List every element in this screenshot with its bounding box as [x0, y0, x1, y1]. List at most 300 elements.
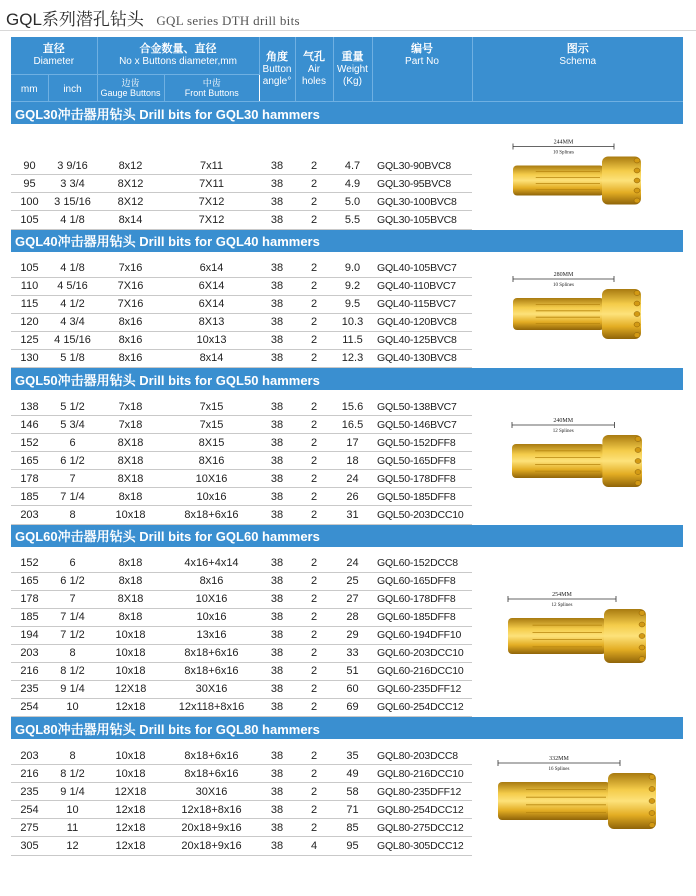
- cell-gauge: 10x18: [97, 765, 164, 783]
- cell-part: GQL40-115BVC7: [372, 295, 472, 313]
- cell-angle: 38: [259, 313, 295, 331]
- header-angle-en: Button angle°: [262, 63, 292, 87]
- carbide-button: [649, 799, 655, 804]
- carbide-button: [634, 188, 640, 193]
- section-spacer: [11, 390, 683, 398]
- cell-front: 6X14: [164, 295, 259, 313]
- cell-front: 8x18+6x16: [164, 765, 259, 783]
- cell-weight: 33: [333, 644, 372, 662]
- cell-air: 2: [295, 313, 333, 331]
- cell-air: 2: [295, 295, 333, 313]
- cell-front: 10X16: [164, 590, 259, 608]
- carbide-button: [635, 448, 641, 453]
- bit-shank: [498, 782, 610, 820]
- section-header: [11, 102, 683, 125]
- cell-part: GQL50-178DFF8: [372, 470, 472, 488]
- cell-inch: 5 3/4: [48, 416, 97, 434]
- cell-part: GQL40-130BVC8: [372, 349, 472, 367]
- cell-mm: 185: [11, 608, 48, 626]
- cell-inch: 6: [48, 434, 97, 452]
- carbide-button: [649, 775, 655, 780]
- cell-part: GQL60-185DFF8: [372, 608, 472, 626]
- cell-gauge: 8X12: [97, 175, 164, 193]
- cell-weight: 51: [333, 662, 372, 680]
- cell-inch: 8: [48, 506, 97, 524]
- cell-angle: 38: [259, 590, 295, 608]
- cell-inch: 9 1/4: [48, 783, 97, 801]
- cell-weight: 24: [333, 470, 372, 488]
- section-header: [11, 524, 683, 547]
- cell-angle: 38: [259, 434, 295, 452]
- cell-mm: 275: [11, 819, 48, 837]
- cell-gauge: 8x12: [97, 157, 164, 175]
- cell-air: 2: [295, 590, 333, 608]
- cell-front: 7X12: [164, 211, 259, 229]
- header-gauge-cn: 边齿: [121, 78, 140, 88]
- cell-mm: 105: [11, 260, 48, 278]
- cell-weight: 5.5: [333, 211, 372, 229]
- cell-part: GQL50-185DFF8: [372, 488, 472, 506]
- cell-mm: 138: [11, 398, 48, 416]
- dimension-label: 244MM: [553, 139, 573, 146]
- cell-inch: 4 5/16: [48, 277, 97, 295]
- cell-angle: 38: [259, 260, 295, 278]
- cell-inch: 4 3/4: [48, 313, 97, 331]
- section-spacer: [11, 547, 683, 555]
- header-buttons: [97, 37, 259, 75]
- cell-part: GQL50-203DCC10: [372, 506, 472, 524]
- title-divider: [0, 30, 696, 31]
- cell-inch: 7 1/4: [48, 488, 97, 506]
- section-title: GQL40冲击器用钻头 Drill bits for GQL40 hammers: [11, 229, 683, 252]
- cell-weight: 29: [333, 626, 372, 644]
- cell-mm: 105: [11, 211, 48, 229]
- section-title: GQL30冲击器用钻头 Drill bits for GQL30 hammers: [11, 102, 683, 125]
- carbide-button: [649, 787, 655, 792]
- cell-air: 2: [295, 416, 333, 434]
- cell-gauge: 8x16: [97, 313, 164, 331]
- header-part: [372, 37, 472, 102]
- schema-cell: [472, 252, 683, 368]
- cell-weight: 18: [333, 452, 372, 470]
- cell-front: 8X15: [164, 434, 259, 452]
- cell-weight: 11.5: [333, 331, 372, 349]
- cell-part: GQL50-152DFF8: [372, 434, 472, 452]
- cell-mm: 235: [11, 783, 48, 801]
- cell-air: 2: [295, 608, 333, 626]
- cell-part: GQL80-275DCC12: [372, 819, 472, 837]
- cell-gauge: 8X18: [97, 590, 164, 608]
- cell-front: 8X13: [164, 313, 259, 331]
- cell-gauge: 8X12: [97, 193, 164, 211]
- splines-label: 12 Splines: [551, 602, 572, 608]
- header-front-cn: 中齿: [202, 78, 221, 88]
- splines-label: 10 Splines: [552, 282, 574, 288]
- header-buttons-cn: 合金数量、直径: [139, 43, 217, 55]
- cell-inch: 6 1/2: [48, 572, 97, 590]
- cell-front: 7x11: [164, 157, 259, 175]
- cell-inch: 3 15/16: [48, 193, 97, 211]
- cell-air: 4: [295, 837, 333, 855]
- cell-gauge: 8x18: [97, 572, 164, 590]
- cell-mm: 130: [11, 349, 48, 367]
- cell-part: GQL80-216DCC10: [372, 765, 472, 783]
- cell-front: 10x13: [164, 331, 259, 349]
- cell-weight: 16.5: [333, 416, 372, 434]
- drill-bit-drawing: [478, 547, 678, 717]
- carbide-button: [634, 311, 640, 316]
- cell-weight: 4.7: [333, 157, 372, 175]
- splines-label: 10 Splines: [552, 150, 574, 156]
- cell-mm: 203: [11, 644, 48, 662]
- cell-air: 2: [295, 398, 333, 416]
- bit-shank: [512, 444, 604, 478]
- cell-weight: 27: [333, 590, 372, 608]
- carbide-button: [634, 301, 640, 306]
- section-title: GQL60冲击器用钻头 Drill bits for GQL60 hammers: [11, 524, 683, 547]
- cell-front: 8x14: [164, 349, 259, 367]
- cell-mm: 165: [11, 572, 48, 590]
- cell-part: GQL30-95BVC8: [372, 175, 472, 193]
- cell-part: GQL40-110BVC7: [372, 277, 472, 295]
- cell-front: 10X16: [164, 470, 259, 488]
- cell-front: 12x118+8x16: [164, 698, 259, 716]
- carbide-button: [639, 622, 645, 627]
- cell-air: 2: [295, 349, 333, 367]
- cell-gauge: 10x18: [97, 747, 164, 765]
- cell-inch: 8: [48, 644, 97, 662]
- section-header: [11, 717, 683, 740]
- cell-front: 10x16: [164, 488, 259, 506]
- cell-air: 2: [295, 662, 333, 680]
- cell-front: 8x18+6x16: [164, 506, 259, 524]
- cell-mm: 203: [11, 747, 48, 765]
- cell-mm: 100: [11, 193, 48, 211]
- drill-bit-drawing: [478, 252, 678, 368]
- cell-mm: 194: [11, 626, 48, 644]
- cell-mm: 152: [11, 555, 48, 573]
- cell-gauge: 12X18: [97, 783, 164, 801]
- cell-part: GQL50-146BVC7: [372, 416, 472, 434]
- cell-weight: 9.0: [333, 260, 372, 278]
- cell-weight: 71: [333, 801, 372, 819]
- cell-gauge: 8X18: [97, 452, 164, 470]
- cell-weight: 15.6: [333, 398, 372, 416]
- cell-part: GQL80-203DCC8: [372, 747, 472, 765]
- cell-angle: 38: [259, 331, 295, 349]
- cell-front: 8x18+6x16: [164, 747, 259, 765]
- page-title: [6, 5, 300, 29]
- cell-weight: 17: [333, 434, 372, 452]
- cell-air: 2: [295, 175, 333, 193]
- dimension-label: 254MM: [551, 591, 572, 598]
- cell-air: 2: [295, 193, 333, 211]
- cell-weight: 5.0: [333, 193, 372, 211]
- carbide-button: [639, 610, 645, 615]
- cell-part: GQL80-235DFF12: [372, 783, 472, 801]
- cell-angle: 38: [259, 175, 295, 193]
- cell-gauge: 7x16: [97, 260, 164, 278]
- spec-table: [11, 37, 683, 856]
- cell-inch: 6: [48, 555, 97, 573]
- cell-air: 2: [295, 801, 333, 819]
- cell-gauge: 7x18: [97, 416, 164, 434]
- cell-part: GQL80-305DCC12: [372, 837, 472, 855]
- cell-gauge: 8x14: [97, 211, 164, 229]
- cell-front: 4x16+4x14: [164, 555, 259, 573]
- cell-part: GQL50-138BVC7: [372, 398, 472, 416]
- cell-mm: 178: [11, 470, 48, 488]
- section-spacer: [11, 252, 683, 260]
- cell-air: 2: [295, 572, 333, 590]
- cell-gauge: 7x18: [97, 398, 164, 416]
- cell-air: 2: [295, 506, 333, 524]
- cell-inch: 5 1/8: [48, 349, 97, 367]
- carbide-button: [634, 178, 640, 183]
- header-inch: [48, 75, 97, 102]
- cell-gauge: 10x18: [97, 506, 164, 524]
- cell-angle: 38: [259, 157, 295, 175]
- cell-inch: 8 1/2: [48, 765, 97, 783]
- cell-air: 2: [295, 331, 333, 349]
- cell-mm: 120: [11, 313, 48, 331]
- cell-mm: 178: [11, 590, 48, 608]
- cell-weight: 95: [333, 837, 372, 855]
- bit-shank: [513, 166, 604, 196]
- cell-air: 2: [295, 698, 333, 716]
- header-inch-label: inch: [63, 84, 82, 95]
- dimension-label: 332MM: [548, 756, 569, 762]
- cell-front: 7x15: [164, 398, 259, 416]
- cell-angle: 38: [259, 801, 295, 819]
- cell-angle: 38: [259, 644, 295, 662]
- cell-air: 2: [295, 747, 333, 765]
- cell-mm: 216: [11, 765, 48, 783]
- header-row: [11, 37, 683, 75]
- cell-front: 6x14: [164, 260, 259, 278]
- cell-inch: 9 1/4: [48, 680, 97, 698]
- cell-air: 2: [295, 626, 333, 644]
- header-schema-cn: 图示: [566, 43, 589, 55]
- cell-air: 2: [295, 765, 333, 783]
- cell-front: 20x18+9x16: [164, 837, 259, 855]
- cell-inch: 12: [48, 837, 97, 855]
- cell-mm: 203: [11, 506, 48, 524]
- cell-part: GQL30-105BVC8: [372, 211, 472, 229]
- cell-angle: 38: [259, 555, 295, 573]
- cell-angle: 38: [259, 572, 295, 590]
- cell-front: 30X16: [164, 680, 259, 698]
- cell-angle: 38: [259, 626, 295, 644]
- cell-front: 10x16: [164, 608, 259, 626]
- header-diameter-en: Diameter: [33, 56, 75, 67]
- section-title: GQL80冲击器用钻头 Drill bits for GQL80 hammers: [11, 717, 683, 740]
- cell-angle: 38: [259, 765, 295, 783]
- cell-mm: 125: [11, 331, 48, 349]
- cell-front: 8x18+6x16: [164, 662, 259, 680]
- cell-angle: 38: [259, 819, 295, 837]
- cell-inch: 7: [48, 470, 97, 488]
- cell-part: GQL40-120BVC8: [372, 313, 472, 331]
- cell-inch: 7 1/4: [48, 608, 97, 626]
- cell-air: 2: [295, 783, 333, 801]
- cell-weight: 26: [333, 488, 372, 506]
- cell-inch: 11: [48, 819, 97, 837]
- title-en: GQL series DTH drill bits: [156, 13, 300, 28]
- cell-front: 20x18+9x16: [164, 819, 259, 837]
- cell-air: 2: [295, 277, 333, 295]
- header-weight-en: Weight (Kg): [337, 63, 368, 87]
- cell-mm: 110: [11, 277, 48, 295]
- cell-air: 2: [295, 680, 333, 698]
- cell-front: 12x18+8x16: [164, 801, 259, 819]
- cell-angle: 38: [259, 747, 295, 765]
- cell-weight: 28: [333, 608, 372, 626]
- header-mm: [11, 75, 48, 102]
- cell-inch: 8 1/2: [48, 662, 97, 680]
- cell-gauge: 12x18: [97, 801, 164, 819]
- cell-air: 2: [295, 819, 333, 837]
- cell-part: GQL60-216DCC10: [372, 662, 472, 680]
- cell-part: GQL40-125BVC8: [372, 331, 472, 349]
- carbide-button: [635, 437, 641, 442]
- cell-weight: 49: [333, 765, 372, 783]
- cell-gauge: 10x18: [97, 644, 164, 662]
- carbide-button: [634, 168, 640, 173]
- carbide-button: [634, 198, 640, 203]
- cell-front: 8x16: [164, 572, 259, 590]
- cell-front: 7X11: [164, 175, 259, 193]
- cell-weight: 31: [333, 506, 372, 524]
- cell-front: 6X14: [164, 277, 259, 295]
- splines-label: 16 Splines: [548, 767, 569, 772]
- cell-part: GQL60-152DCC8: [372, 555, 472, 573]
- cell-angle: 38: [259, 783, 295, 801]
- cell-air: 2: [295, 644, 333, 662]
- cell-air: 2: [295, 488, 333, 506]
- carbide-button: [649, 811, 655, 816]
- cell-weight: 10.3: [333, 313, 372, 331]
- cell-angle: 38: [259, 452, 295, 470]
- cell-air: 2: [295, 555, 333, 573]
- cell-inch: 7 1/2: [48, 626, 97, 644]
- header-buttons-en: No x Buttons diameter,mm: [119, 56, 237, 67]
- carbide-button: [634, 332, 640, 337]
- cell-front: 13x16: [164, 626, 259, 644]
- cell-mm: 146: [11, 416, 48, 434]
- cell-air: 2: [295, 260, 333, 278]
- cell-air: 2: [295, 211, 333, 229]
- cell-mm: 185: [11, 488, 48, 506]
- cell-part: GQL60-203DCC10: [372, 644, 472, 662]
- cell-mm: 95: [11, 175, 48, 193]
- header-weight-cn: 重量: [341, 50, 364, 63]
- carbide-button: [639, 656, 645, 661]
- cell-weight: 4.9: [333, 175, 372, 193]
- cell-gauge: 12x18: [97, 837, 164, 855]
- cell-mm: 115: [11, 295, 48, 313]
- cell-gauge: 7X16: [97, 295, 164, 313]
- cell-weight: 69: [333, 698, 372, 716]
- header-air-en: Air holes: [302, 63, 326, 87]
- cell-front: 7X12: [164, 193, 259, 211]
- cell-gauge: 8x18: [97, 608, 164, 626]
- cell-inch: 3 9/16: [48, 157, 97, 175]
- schema-cell: [472, 739, 683, 855]
- header-angle-cn: 角度: [266, 50, 288, 63]
- cell-part: GQL30-100BVC8: [372, 193, 472, 211]
- cell-air: 2: [295, 434, 333, 452]
- splines-label: 12 Splines: [552, 429, 574, 434]
- cell-gauge: 12X18: [97, 680, 164, 698]
- cell-angle: 38: [259, 398, 295, 416]
- cell-air: 2: [295, 452, 333, 470]
- cell-angle: 38: [259, 488, 295, 506]
- cell-mm: 254: [11, 801, 48, 819]
- header-gauge: [97, 75, 164, 102]
- section-spacer: [11, 124, 683, 157]
- carbide-button: [639, 645, 645, 650]
- carbide-button: [635, 481, 641, 486]
- cell-gauge: 8x16: [97, 331, 164, 349]
- cell-weight: 9.5: [333, 295, 372, 313]
- cell-weight: 24: [333, 555, 372, 573]
- cell-mm: 305: [11, 837, 48, 855]
- header-part-cn: 编号: [411, 43, 433, 55]
- carbide-button: [649, 823, 655, 828]
- cell-gauge: 10x18: [97, 662, 164, 680]
- cell-part: GQL60-178DFF8: [372, 590, 472, 608]
- cell-angle: 38: [259, 295, 295, 313]
- cell-front: 7x15: [164, 416, 259, 434]
- section-header: [11, 229, 683, 252]
- drill-bit-drawing: [478, 390, 678, 524]
- bit-shank: [508, 618, 606, 654]
- header-part-en: Part No: [405, 56, 439, 67]
- header-front-en: Front Buttons: [184, 88, 239, 98]
- cell-mm: 152: [11, 434, 48, 452]
- cell-angle: 38: [259, 698, 295, 716]
- carbide-button: [635, 470, 641, 475]
- cell-angle: 38: [259, 837, 295, 855]
- header-diameter-cn: 直径: [42, 43, 65, 55]
- header-air: [295, 37, 333, 102]
- title-cn: GQL系列潜孔钻头: [6, 10, 144, 29]
- cell-part: GQL80-254DCC12: [372, 801, 472, 819]
- cell-gauge: 12x18: [97, 819, 164, 837]
- cell-angle: 38: [259, 277, 295, 295]
- cell-gauge: 7X16: [97, 277, 164, 295]
- header-schema: [472, 37, 683, 102]
- cell-part: GQL60-235DFF12: [372, 680, 472, 698]
- cell-angle: 38: [259, 608, 295, 626]
- cell-angle: 38: [259, 680, 295, 698]
- cell-mm: 90: [11, 157, 48, 175]
- header-weight: [333, 37, 372, 102]
- schema-cell: [472, 390, 683, 524]
- cell-weight: 85: [333, 819, 372, 837]
- cell-gauge: 8x16: [97, 349, 164, 367]
- cell-weight: 35: [333, 747, 372, 765]
- cell-inch: 10: [48, 698, 97, 716]
- cell-weight: 58: [333, 783, 372, 801]
- schema-cell: [472, 547, 683, 717]
- cell-part: GQL40-105BVC7: [372, 260, 472, 278]
- cell-gauge: 8X18: [97, 434, 164, 452]
- cell-gauge: 12x18: [97, 698, 164, 716]
- cell-inch: 4 15/16: [48, 331, 97, 349]
- cell-part: GQL60-165DFF8: [372, 572, 472, 590]
